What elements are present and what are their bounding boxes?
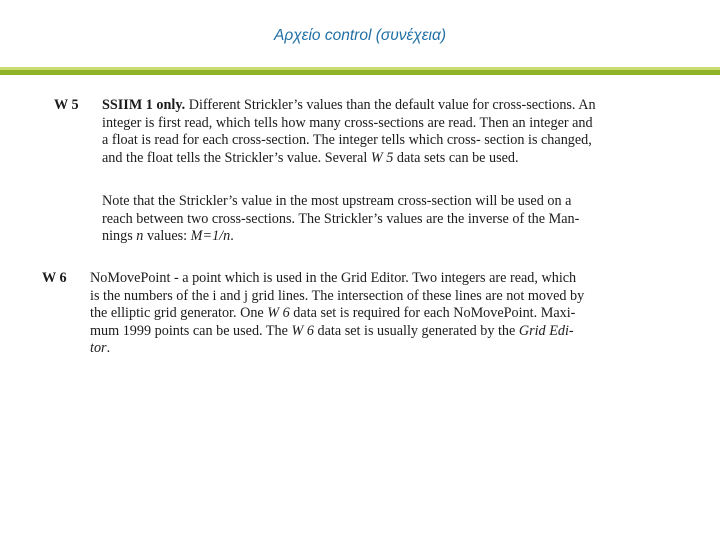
w6-line-5: tor. xyxy=(90,340,111,357)
w5-scope-note: SSIIM 1 only. xyxy=(102,97,186,113)
w5-note-line-2: reach between two cross-sections. The Strickler’s values are the inverse of the Man- xyxy=(102,210,580,227)
w6-label: W 6 xyxy=(42,270,67,286)
w6-line-1: NoMovePoint - a point which is used in the Grid Editor. Two integers are read, which xyxy=(90,270,577,286)
w5-line-2: integer is first read, which tells how many cross-sections are read. Then an integer and xyxy=(102,114,593,131)
w5-line-1: SSIIM 1 only. Different Strickler’s values than the default value for cross-sections. An xyxy=(102,97,596,113)
w6-line-3: the elliptic grid generator. One W 6 data set is required for each NoMovePoint. Maxi- xyxy=(90,305,576,322)
w5-description xyxy=(102,97,658,167)
w5-note-line-3: nings n values: M=1/n. xyxy=(102,228,234,245)
w6-description xyxy=(90,270,648,358)
w5-line-3: a float is read for each cross-section. The integer tells which cross- section is changed, xyxy=(102,132,592,149)
w5-line-4: and the float tells the Strickler’s value. Several W 5 data sets can be used. xyxy=(102,149,519,166)
w5-note xyxy=(102,193,658,246)
w5-label: W 5 xyxy=(54,97,79,113)
w6-line-2: is the numbers of the i and j grid lines. The intersection of these lines are not moved by xyxy=(90,287,585,304)
title-divider-dark xyxy=(0,70,720,75)
manning-formula: M=1/n xyxy=(190,228,231,245)
w6-line-4: mum 1999 points can be used. The W 6 data set is usually generated by the Grid Edi- xyxy=(90,322,574,339)
w5-note-line-1: Note that the Strickler’s value in the most upstream cross-section will be used on a xyxy=(102,193,572,209)
slide-title: Αρχείο control (συνέχεια) xyxy=(274,27,446,44)
